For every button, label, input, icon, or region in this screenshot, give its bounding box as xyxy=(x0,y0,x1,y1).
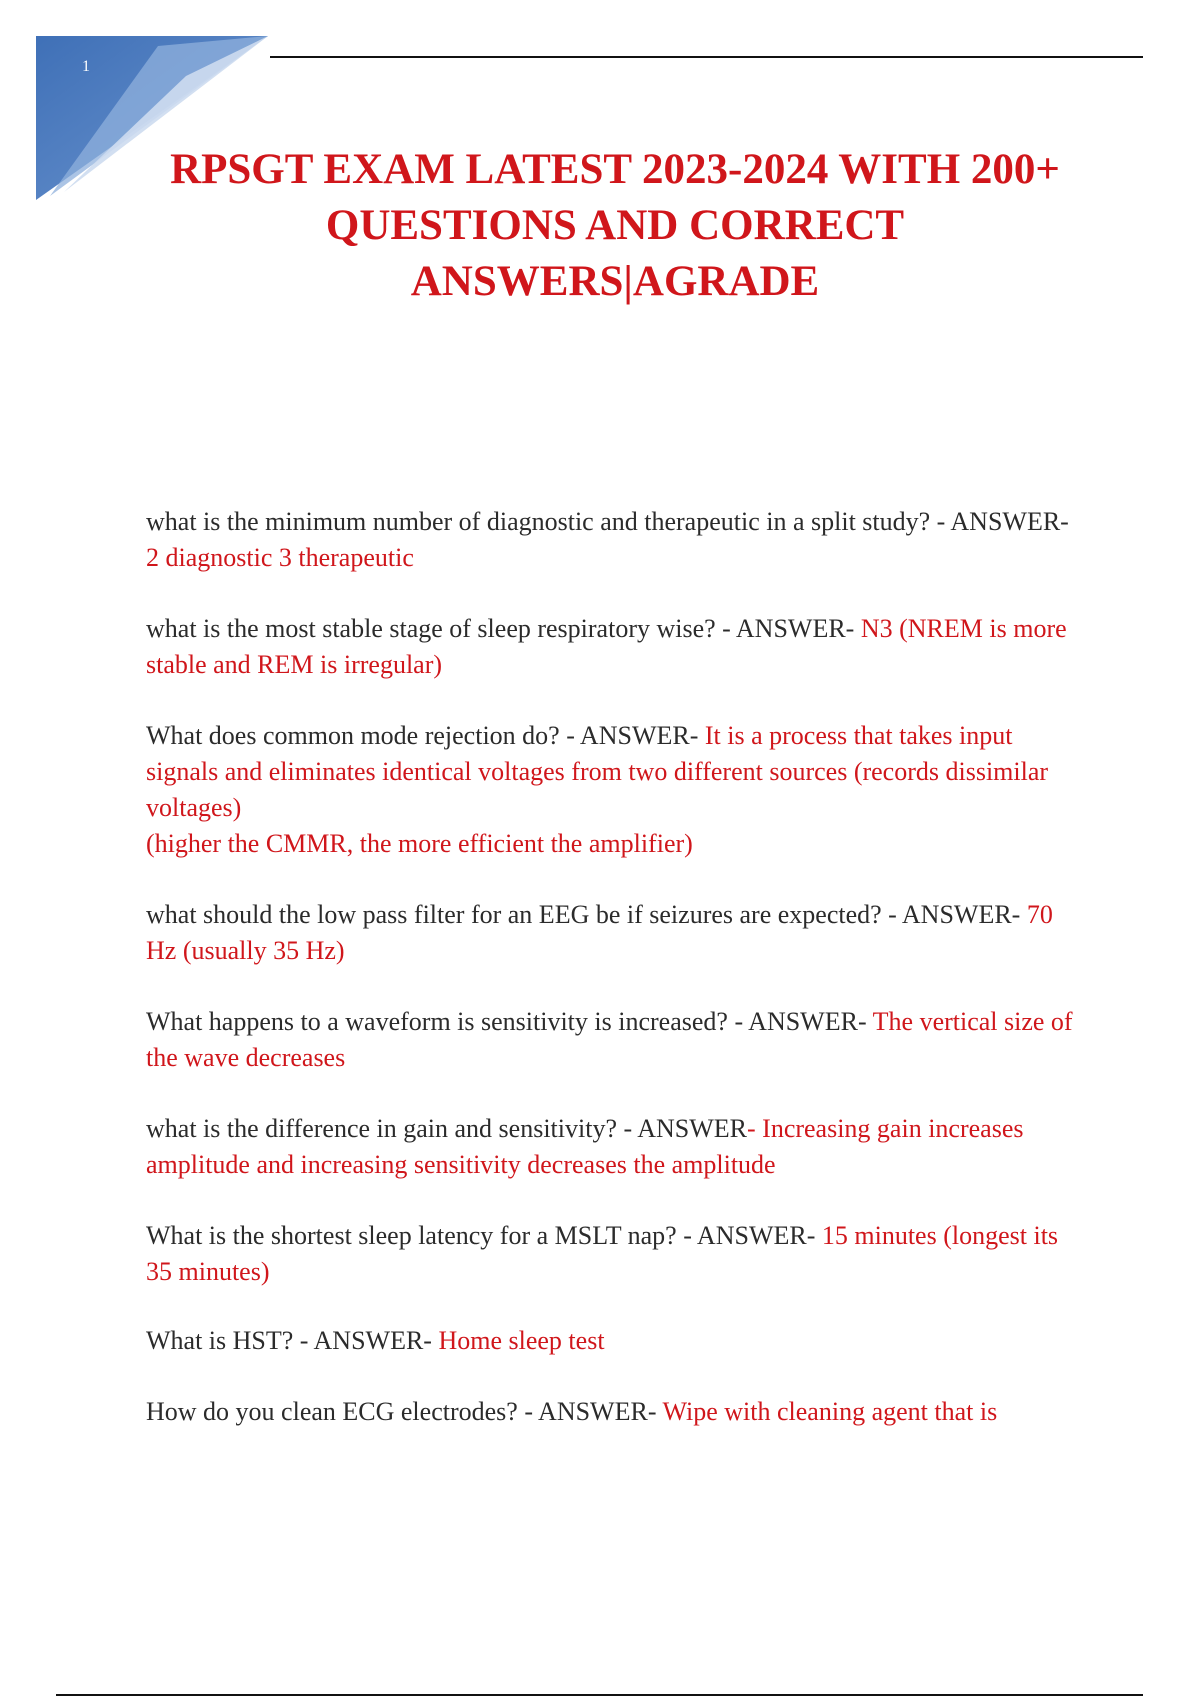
answer-text: Home sleep test xyxy=(438,1326,605,1355)
qa-item xyxy=(146,611,1086,683)
answer-text: - Increasing gain increases amplitude and increasing sensitivity decreases the amplitude xyxy=(146,1114,1024,1179)
qa-item xyxy=(146,1394,1086,1430)
header-rule xyxy=(270,56,1143,58)
qa-item xyxy=(146,897,1086,969)
question-text: What happens to a waveform is sensitivity is increased? - ANSWER- xyxy=(146,1007,873,1036)
qa-list xyxy=(146,504,1086,1465)
question-text: What does common mode rejection do? - ANSWER- xyxy=(146,721,705,750)
answer-text: It is a process that takes input signals and eliminates identical voltages from two different sources (records dissimilar voltages) xyxy=(146,721,1049,822)
qa-item xyxy=(146,1111,1086,1183)
page-number: 1 xyxy=(82,58,90,75)
qa-item xyxy=(146,1323,1086,1359)
document-title: RPSGT EXAM LATEST 2023-2024 WITH 200+ QUESTIONS AND CORRECT ANSWERS|AGRADE xyxy=(170,146,1060,305)
question-text: What is the shortest sleep latency for a MSLT nap? - ANSWER- xyxy=(146,1221,822,1250)
question-text: what is the most stable stage of sleep respiratory wise? - ANSWER- xyxy=(146,614,861,643)
footer-rule xyxy=(56,1694,1143,1696)
answer-text: 15 minutes (longest its 35 minutes) xyxy=(146,1221,1059,1286)
answer-note: (higher the CMMR, the more efficient the amplifier) xyxy=(146,829,693,858)
question-text: What is HST? - ANSWER- xyxy=(146,1326,439,1355)
qa-item xyxy=(146,1218,1086,1290)
question-text: what should the low pass filter for an EEG be if seizures are expected? - ANSWER- xyxy=(146,900,1027,929)
qa-item xyxy=(146,1004,1086,1076)
question-text: what is the difference in gain and sensitivity? - ANSWER xyxy=(146,1114,747,1143)
question-text: How do you clean ECG electrodes? - ANSWER- xyxy=(146,1397,663,1426)
qa-item xyxy=(146,718,1086,862)
answer-text: The vertical size of the wave decreases xyxy=(146,1007,1073,1072)
answer-text: N3 (NREM is more stable and REM is irregular) xyxy=(146,614,1067,679)
qa-item xyxy=(146,504,1086,576)
answer-text: 2 diagnostic 3 therapeutic xyxy=(146,543,414,572)
answer-text: 70 Hz (usually 35 Hz) xyxy=(146,900,1053,965)
question-text: what is the minimum number of diagnostic and therapeutic in a split study? - ANSWER- xyxy=(146,507,1069,536)
answer-text: Wipe with cleaning agent that is xyxy=(662,1397,998,1426)
